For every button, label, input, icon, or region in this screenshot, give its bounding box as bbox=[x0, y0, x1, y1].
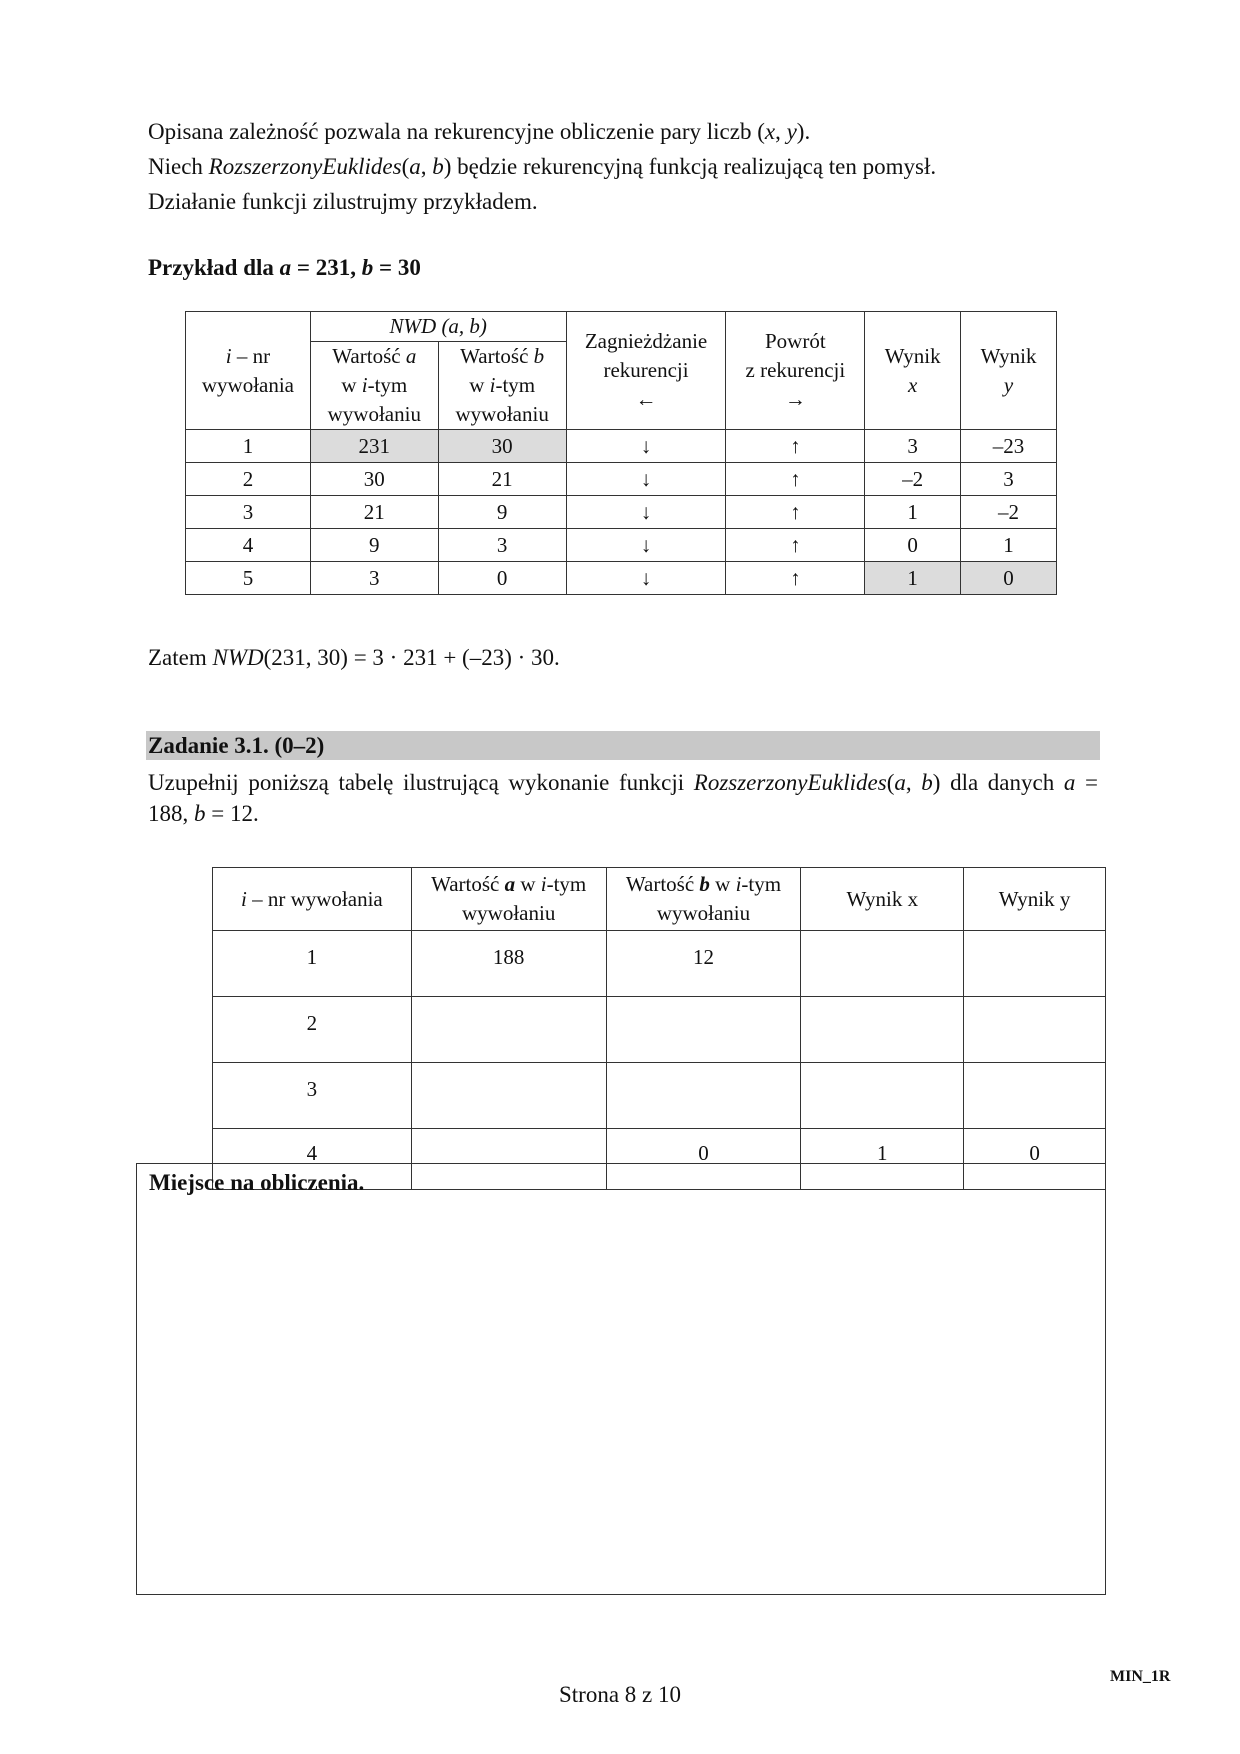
cell-i: 2 bbox=[213, 997, 412, 1063]
header-text: wywołaniu bbox=[462, 901, 556, 925]
header-text: w bbox=[341, 373, 362, 397]
cell-a: 30 bbox=[310, 463, 438, 496]
task-header-row bbox=[213, 868, 1106, 931]
intro-text: Niech bbox=[148, 154, 209, 179]
table-row bbox=[213, 931, 1106, 997]
task-instruction bbox=[148, 767, 1098, 829]
intro-text: ) będzie rekurencyjną funkcją realizującą ten pomysł. bbox=[443, 154, 937, 179]
example-heading bbox=[148, 252, 421, 284]
header-text: Zagnieżdżanie bbox=[584, 329, 708, 353]
cell-a: 3 bbox=[310, 562, 438, 595]
var-i: i bbox=[489, 373, 496, 397]
cell-i: 1 bbox=[186, 430, 311, 463]
header-text: -tym bbox=[495, 373, 536, 397]
cell-b: 0 bbox=[606, 1129, 801, 1190]
header-value-b bbox=[606, 868, 801, 931]
cell-b: 30 bbox=[438, 430, 566, 463]
header-text: -tym bbox=[367, 373, 408, 397]
calculation-area[interactable] bbox=[136, 1163, 1106, 1595]
intro-text: , bbox=[775, 119, 787, 144]
var-b: b bbox=[533, 344, 545, 368]
var-x: x bbox=[908, 372, 918, 397]
header-text: Wartość bbox=[431, 872, 505, 896]
task-title: Zadanie 3.1. (0–2) bbox=[148, 733, 325, 758]
var-b: b bbox=[699, 872, 710, 896]
intro-text: Opisana zależność pozwala na rekurencyjne obliczenie pary liczb ( bbox=[148, 119, 765, 144]
var-a: a bbox=[1063, 770, 1076, 795]
cell-b: 0 bbox=[438, 562, 566, 595]
header-text: Powrót bbox=[765, 329, 826, 353]
var-a: a bbox=[894, 770, 906, 795]
arrow-right-icon: → bbox=[784, 387, 806, 411]
header-text: wywołaniu bbox=[455, 402, 549, 426]
header-text: Wynik bbox=[884, 343, 941, 368]
answer-cell-y[interactable] bbox=[964, 1063, 1106, 1129]
cell-y: 0 bbox=[964, 1129, 1106, 1190]
conclusion-text: Zatem bbox=[148, 645, 213, 670]
header-value-b bbox=[438, 342, 566, 430]
var-y: y bbox=[786, 119, 797, 144]
cell-b: 9 bbox=[438, 496, 566, 529]
header-text: w bbox=[515, 872, 541, 896]
header-text: wywołaniu bbox=[656, 901, 751, 925]
nwd-label: NWD bbox=[389, 314, 437, 338]
header-text: Wartość bbox=[332, 344, 406, 368]
answer-cell-b[interactable] bbox=[606, 997, 801, 1063]
header-result-y: Wynik y bbox=[964, 868, 1106, 931]
answer-cell-a[interactable] bbox=[411, 1063, 606, 1129]
cell-x: 0 bbox=[865, 529, 961, 562]
intro-text: ( bbox=[401, 154, 410, 179]
answer-cell-y[interactable] bbox=[964, 997, 1106, 1063]
intro-line-1 bbox=[148, 116, 936, 151]
cell-y: 0 bbox=[961, 562, 1057, 595]
header-call-number bbox=[213, 868, 412, 931]
var-b: b bbox=[921, 770, 933, 795]
task-text: ) dla danych bbox=[932, 770, 1064, 795]
answer-cell-b[interactable] bbox=[606, 1063, 801, 1129]
var-b: b bbox=[194, 801, 206, 826]
arrow-down-icon: ↓ bbox=[566, 496, 726, 529]
header-text: z rekurencji bbox=[745, 358, 846, 382]
cell-b: 3 bbox=[438, 529, 566, 562]
table-row bbox=[186, 496, 1057, 529]
table-row bbox=[186, 562, 1057, 595]
table-row bbox=[213, 1063, 1106, 1129]
header-text: Wynik bbox=[980, 343, 1037, 368]
answer-cell-x[interactable] bbox=[801, 997, 964, 1063]
cell-y: –2 bbox=[961, 496, 1057, 529]
arrow-up-icon: ↑ bbox=[726, 562, 865, 595]
header-text: wywołaniu bbox=[327, 402, 421, 426]
header-text: Wartość bbox=[460, 344, 534, 368]
var-i: i bbox=[361, 373, 368, 397]
cell-i: 3 bbox=[186, 496, 311, 529]
conclusion-text: (231, 30) = 3 · 231 + (–23) · 30. bbox=[263, 645, 560, 670]
arrow-down-icon: ↓ bbox=[566, 562, 726, 595]
var-a: a bbox=[405, 344, 417, 368]
header-result-y bbox=[961, 312, 1057, 430]
arrow-left-icon: ← bbox=[635, 387, 657, 411]
table-row bbox=[186, 529, 1057, 562]
nwd-label: NWD bbox=[212, 645, 264, 670]
header-text: wywołania bbox=[201, 372, 295, 397]
conclusion bbox=[148, 642, 560, 674]
answer-cell-a[interactable] bbox=[411, 997, 606, 1063]
header-text: -tym bbox=[546, 872, 587, 896]
header-text: w bbox=[709, 872, 736, 896]
var-i: i bbox=[540, 872, 547, 896]
cell-a: 9 bbox=[310, 529, 438, 562]
task-text: = 188, bbox=[148, 770, 1098, 826]
cell-i: 1 bbox=[213, 931, 412, 997]
intro-line-3: Działanie funkcji zilustrujmy przykładem. bbox=[148, 189, 538, 214]
cell-y: 3 bbox=[961, 463, 1057, 496]
cell-y: 1 bbox=[961, 529, 1057, 562]
cell-x: –2 bbox=[865, 463, 961, 496]
cell-i: 2 bbox=[186, 463, 311, 496]
header-result-x: Wynik x bbox=[801, 868, 964, 931]
arrow-up-icon: ↑ bbox=[726, 529, 865, 562]
heading-text: Przykład dla bbox=[148, 255, 280, 280]
cell-i: 3 bbox=[213, 1063, 412, 1129]
header-result-x bbox=[865, 312, 961, 430]
var-x: x bbox=[764, 119, 776, 144]
heading-text: = 30 bbox=[373, 255, 421, 280]
arrow-down-icon: ↓ bbox=[566, 529, 726, 562]
function-name: RozszerzonyEuklides bbox=[693, 770, 887, 795]
cell-b: 12 bbox=[606, 931, 801, 997]
answer-cell-y[interactable] bbox=[964, 931, 1106, 997]
var-y: y bbox=[1003, 372, 1014, 397]
example-header-row-1 bbox=[186, 312, 1057, 342]
arrow-up-icon: ↑ bbox=[726, 430, 865, 463]
cell-a: 188 bbox=[411, 931, 606, 997]
header-return bbox=[726, 312, 865, 430]
var-i: i bbox=[241, 886, 247, 911]
cell-x: 1 bbox=[801, 1129, 964, 1190]
arrow-up-icon: ↑ bbox=[726, 496, 865, 529]
header-text: (a, b) bbox=[436, 314, 487, 338]
task-text: Uzupełnij poniższą tabelę ilustrującą wykonanie funkcji bbox=[148, 770, 694, 795]
intro-text: , bbox=[420, 154, 433, 179]
var-i: i bbox=[225, 343, 232, 368]
table-row bbox=[186, 463, 1057, 496]
table-row bbox=[213, 997, 1106, 1063]
header-nesting bbox=[566, 312, 726, 430]
cell-i: 5 bbox=[186, 562, 311, 595]
var-a: a bbox=[409, 154, 421, 179]
cell-x: 1 bbox=[865, 496, 961, 529]
example-table bbox=[185, 311, 1057, 595]
intro-paragraph bbox=[148, 116, 936, 221]
var-b: b bbox=[432, 154, 444, 179]
cell-y: –23 bbox=[961, 430, 1057, 463]
answer-cell-x[interactable] bbox=[801, 1063, 964, 1129]
header-text: Wartość bbox=[625, 872, 700, 896]
header-text: – nr bbox=[231, 343, 271, 368]
exam-code: MIN_1R bbox=[1110, 1668, 1171, 1685]
cell-i: 4 bbox=[186, 529, 311, 562]
cell-x: 3 bbox=[865, 430, 961, 463]
header-value-a bbox=[310, 342, 438, 430]
page-number: Strona 8 z 10 bbox=[558, 1682, 681, 1707]
heading-text: = 231, bbox=[291, 255, 362, 280]
header-nwd bbox=[310, 312, 566, 342]
header-text: rekurencji bbox=[603, 358, 689, 382]
var-a: a bbox=[279, 255, 292, 280]
function-name: RozszerzonyEuklides bbox=[208, 154, 402, 179]
cell-a: 231 bbox=[310, 430, 438, 463]
var-i: i bbox=[735, 872, 742, 896]
table-row bbox=[186, 430, 1057, 463]
cell-x: 1 bbox=[865, 562, 961, 595]
header-call-number bbox=[186, 312, 311, 430]
intro-line-2 bbox=[148, 151, 936, 186]
cell-b: 21 bbox=[438, 463, 566, 496]
cell-a: 21 bbox=[310, 496, 438, 529]
task-text: , bbox=[905, 770, 922, 795]
task-table bbox=[212, 867, 1106, 1190]
header-text: w bbox=[469, 373, 490, 397]
var-b: b bbox=[361, 255, 374, 280]
calculation-area-label: Miejsce na obliczenia. bbox=[149, 1170, 365, 1195]
task-text: = 12. bbox=[205, 801, 259, 826]
arrow-down-icon: ↓ bbox=[566, 463, 726, 496]
header-value-a bbox=[411, 868, 606, 931]
var-a: a bbox=[504, 872, 516, 896]
answer-cell-x[interactable] bbox=[801, 931, 964, 997]
task-text: ( bbox=[886, 770, 895, 795]
cell-i: 4 bbox=[213, 1129, 412, 1190]
arrow-down-icon: ↓ bbox=[566, 430, 726, 463]
header-text: – nr wywołania bbox=[246, 886, 383, 911]
arrow-up-icon: ↑ bbox=[726, 463, 865, 496]
intro-text: ). bbox=[796, 119, 811, 144]
header-text: -tym bbox=[741, 872, 782, 896]
